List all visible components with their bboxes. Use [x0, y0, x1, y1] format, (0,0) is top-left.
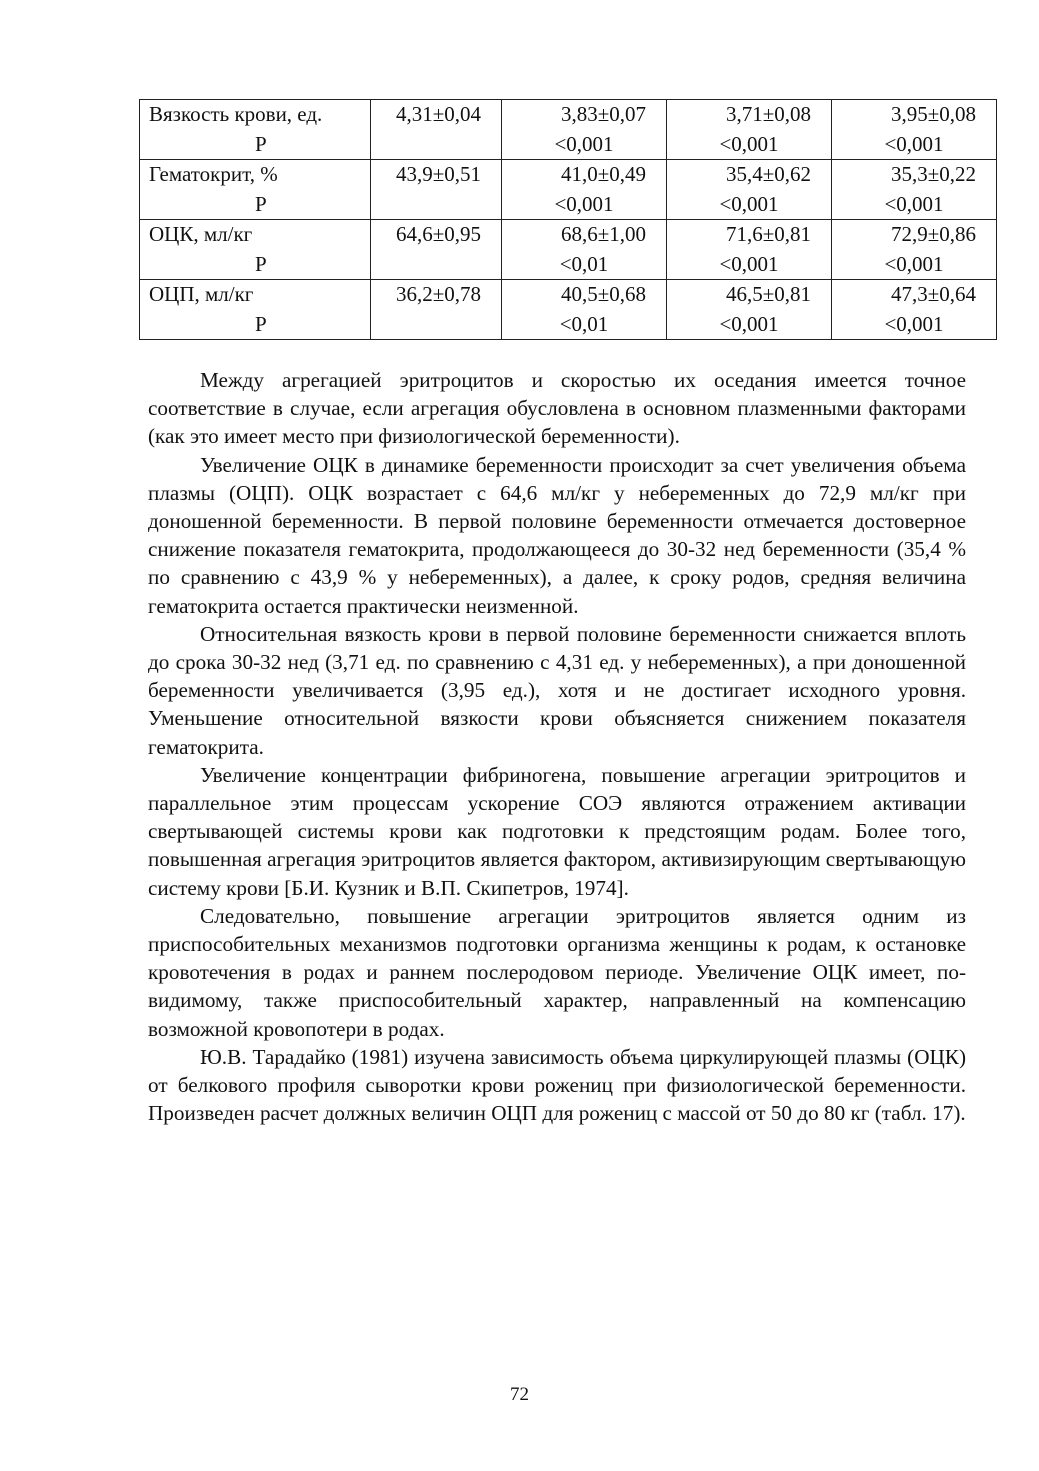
cell-value: 41,0±0,49: [560, 162, 646, 186]
row-label-cell: [140, 280, 371, 340]
value-cell: [502, 100, 667, 160]
paragraph: Относительная вязкость крови в первой половине беременности снижается вплоть до срока 30-32 нед (3,71 ед. по сравнению с 4,31 ед. у небеременных), а при доношенной беременности увеличивается (3,95 ед.), хотя и не достигает исходного уровня. Уменьшение относительной вязкости крови объясняется снижением показателя гематокрита.: [148, 621, 966, 759]
cell-p-value: <0,001: [719, 191, 779, 216]
paragraph: Увеличение ОЦК в динамике беременности происходит за счет увеличения объема плазмы (ОЦП). ОЦК возрастает с 64,6 мл/кг у небеременных до 72,9 мл/кг при доношенной беременности. В первой половине беременности отмечается достоверное снижение показателя гематокрита, продолжающееся до 30-32 нед беременности (35,4 % по сравнению с 43,9 % у небеременных), а далее, к сроку родов, средняя величина гематокрита остается практически неизменной.: [148, 452, 966, 618]
cell-value: 35,4±0,62: [725, 162, 811, 186]
cell-value: 68,6±1,00: [560, 222, 646, 246]
cell-value: 72,9±0,86: [890, 222, 976, 246]
cell-value: 47,3±0,64: [890, 282, 976, 306]
body-text: [148, 366, 966, 1127]
value-cell: [667, 100, 832, 160]
value-cell: [502, 280, 667, 340]
cell-value: 46,5±0,81: [725, 282, 811, 306]
cell-value: 36,2±0,78: [395, 282, 481, 306]
cell-p-value: <0,001: [719, 311, 779, 336]
row-label-cell: [140, 100, 371, 160]
cell-value: 3,71±0,08: [725, 102, 811, 126]
row-label: ОЦК, мл/кг: [149, 222, 253, 246]
cell-p-value: <0,001: [884, 131, 944, 156]
cell-value: 4,31±0,04: [395, 102, 481, 126]
value-cell: [832, 160, 997, 220]
table-row: [140, 160, 997, 220]
cell-p-value: <0,001: [884, 311, 944, 336]
value-cell: [502, 220, 667, 280]
value-cell: [371, 280, 502, 340]
cell-p-value: <0,001: [719, 131, 779, 156]
value-cell: [371, 220, 502, 280]
table-row: [140, 100, 997, 160]
cell-value: 71,6±0,81: [725, 222, 811, 246]
cell-p-value: <0,001: [554, 191, 614, 216]
cell-value: 40,5±0,68: [560, 282, 646, 306]
data-table: [139, 99, 997, 340]
row-label: Гематокрит, %: [149, 162, 278, 186]
value-cell: [832, 280, 997, 340]
cell-p-value: <0,001: [884, 251, 944, 276]
row-p-label: Р: [255, 251, 267, 276]
paragraph: Между агрегацией эритроцитов и скоростью их оседания имеется точное соответствие в случае, если агрегация обусловлена в основном плазменными факторами (как это имеет место при физиологической беременности).: [148, 368, 966, 449]
row-p-label: Р: [255, 191, 267, 216]
cell-value: 3,83±0,07: [560, 102, 646, 126]
value-cell: [371, 160, 502, 220]
cell-p-value: <0,001: [884, 191, 944, 216]
cell-p-value: <0,01: [559, 311, 609, 336]
cell-value: 64,6±0,95: [395, 222, 481, 246]
value-cell: [371, 100, 502, 160]
paragraph: Следовательно, повышение агрегации эритроцитов является одним из приспособительных механизмов подготовки организма женщины к родам, к остановке кровотечения в родах и раннем послеродовом периоде. Увеличение ОЦК имеет, по-видимому, также приспособительный характер, направленный на компенсацию возможной кровопотери в родах.: [148, 903, 966, 1041]
value-cell: [502, 160, 667, 220]
row-label: Вязкость крови, ед.: [149, 102, 323, 126]
value-cell: [667, 220, 832, 280]
table-row: [140, 220, 997, 280]
value-cell: [667, 280, 832, 340]
value-cell: [832, 100, 997, 160]
cell-value: 43,9±0,51: [395, 162, 481, 186]
row-label-cell: [140, 160, 371, 220]
row-p-label: Р: [255, 311, 267, 336]
row-label: ОЦП, мл/кг: [149, 282, 254, 306]
paragraph: Ю.В. Тарадайко (1981) изучена зависимость объема циркулирующей плазмы (ОЦК) от белкового профиля сыворотки крови рожениц при физиологической беременности. Произведен расчет должных величин ОЦП для рожениц с массой от 50 до 80 кг (табл. 17).: [148, 1044, 966, 1126]
paragraph: Увеличение концентрации фибриногена, повышение агрегации эритроцитов и параллельное этим процессам ускорение СОЭ являются отражением активации свертывающей системы крови как подготовки к предстоящим родам. Более того, повышенная агрегация эритроцитов является фактором, активизирующим свертывающую систему крови [Б.И. Кузник и В.П. Скипетров, 1974].: [148, 762, 966, 900]
row-label-cell: [140, 220, 371, 280]
value-cell: [832, 220, 997, 280]
cell-p-value: <0,001: [719, 251, 779, 276]
table-row: [140, 280, 997, 340]
cell-p-value: <0,001: [554, 131, 614, 156]
page-number: 72: [510, 1384, 529, 1405]
value-cell: [667, 160, 832, 220]
cell-value: 3,95±0,08: [890, 102, 976, 126]
row-p-label: Р: [255, 131, 267, 156]
cell-value: 35,3±0,22: [890, 162, 976, 186]
cell-p-value: <0,01: [559, 251, 609, 276]
